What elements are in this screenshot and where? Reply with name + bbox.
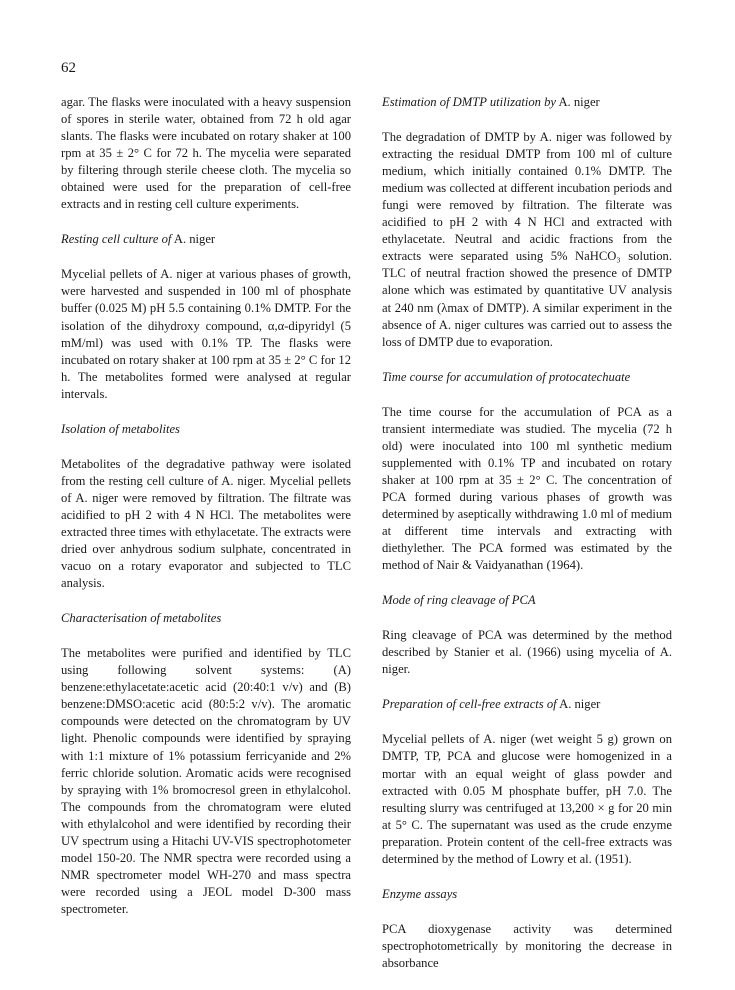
paragraph-isolation-of-metabolites: Metabolites of the degradative pathway were isolated from the resting cell culture of A. niger. Mycelial pellets of A. niger were removed by filtration. The filtrate was acidified to pH 2 with 4 N HCl. The metabolites were extracted three times with ethylacetate. The extracts were dried over anhydrous sodium sulphate, concentrated in vacuo on a rotary evaporator and subjected to TLC analysis.	[61, 456, 351, 591]
right-column	[382, 94, 672, 990]
heading-resting-cell-culture: Resting cell culture of A. niger	[61, 232, 216, 247]
paragraph-characterisation-of-metabolites: The metabolites were purified and identified by TLC using following solvent systems: (A) benzene:ethylacetate:acetic acid (20:40:1 v/v) and (B) benzene:DMSO:acetic acid (80:5:2 v/v). The aromatic compounds were detected on the chromatogram by UV light. Phenolic compounds were identified by spraying with 1:1 mixture of 1% potassium ferricyanide and 2% ferric chloride solution. Aromatic acids were recognised by spraying with 1% bromocresol green in ethylalcohol. The compounds from the chromatogram were eluted with ethylalcohol and were identified by recording their UV spectrum using a Hitachi UV-VIS spectrophotometer model 150-20. The NMR spectra were recorded using a NMR spectrometer model WH-270 and mass spectra were recorded using a JEOL model D-300 mass spectrometer.	[61, 646, 351, 916]
heading-cell-free-extracts: Preparation of cell-free extracts of A. niger	[382, 697, 601, 712]
heading-estimation-of-dmtp: Estimation of DMTP utilization by A. niger	[382, 95, 600, 109]
page-number: 62	[61, 60, 76, 76]
paragraph-resting-cell-culture: Mycelial pellets of A. niger at various phases of growth, were harvested and suspended in 100 ml of phosphate buffer (0.025 M) pH 5.5 containing 0.1% DMTP. For the isolation of the dihydroxy compound, α,α-dipyridyl (5 mM/ml) was used with 0.1% TP. The flasks were incubated on rotary shaker at 100 rpm at 35 ± 2° C for 12 h. The metabolites formed were analysed at regular intervals.	[61, 267, 351, 401]
paragraph-time-course: The time course for the accumulation of PCA as a transient intermediate was studied. The mycelia (72 h old) were inoculated into 100 ml synthetic medium supplemented with 0.1% TP and incubated on rotary shaker at 100 rpm at 35 ± 2° C. The concentration of PCA formed during various phases of growth was determined by aseptically withdrawing 1.0 ml of medium at different time intervals and extracting with diethylether. The PCA formed was estimated by the method of Nair & Vaidyanathan (1964).	[382, 404, 672, 573]
paragraph-ring-cleavage: Ring cleavage of PCA was determined by the method described by Stanier et al. (1966) using mycelia of A. niger.	[382, 628, 672, 677]
paragraph-enzyme-assays: PCA dioxygenase activity was determined spectrophotometrically by monitoring the decrease in absorbance	[382, 921, 672, 970]
heading-time-course: Time course for accumulation of protocatechuate	[382, 369, 631, 384]
heading-characterisation-of-metabolites: Characterisation of metabolites	[61, 611, 222, 626]
heading-isolation-of-metabolites: Isolation of metabolites	[61, 421, 180, 436]
paragraph-cell-free-extracts: Mycelial pellets of A. niger (wet weight 5 g) grown on DMTP, TP, PCA and glucose were homogenized in a mortar with an equal weight of glass powder and extracted with 0.05 M phosphate buffer, pH 7.0. The resulting slurry was centrifuged at 13,200 × g for 20 min at 5° C. The supernatant was used as the crude enzyme preparation. Protein content of the cell-free extracts was determined by the method of Lowry et al. (1951).	[382, 732, 672, 866]
heading-enzyme-assays: Enzyme assays	[382, 886, 458, 901]
paragraph-estimation-of-dmtp: The degradation of DMTP by A. niger was followed by extracting the residual DMTP from 100 ml of culture medium, which initially contained 0.1% DMTP. The medium was collected at different incubation periods and fungi were removed by filtration. The filterate was acidified to pH 2 with 4 N HCl and extracted with ethylacetate. Neutral and acidic fractions from the extracts were separated using 5% NaHCO₃ solution. TLC of neutral fraction showed the presence of DMTP alone which was estimated by quantitative UV analysis at 240 nm (λmax of DMTP). A similar experiment in the absence of A. niger cultures was carried out to assess the loss of DMTP due to evaporation.	[382, 130, 672, 349]
heading-ring-cleavage: Mode of ring cleavage of PCA	[382, 593, 536, 608]
left-column	[61, 94, 351, 936]
paragraph-intro: agar. The flasks were inoculated with a heavy suspension of spores in sterile water, obtained from 72 h old agar slants. The flasks were incubated on rotary shaker at 100 rpm at 35 ± 2° C for 72 h. The mycelia were separated by filtering through sterile cheese cloth. The mycelia so obtained were used for the preparation of cell-free extracts and in resting cell culture experiments.	[61, 95, 351, 212]
